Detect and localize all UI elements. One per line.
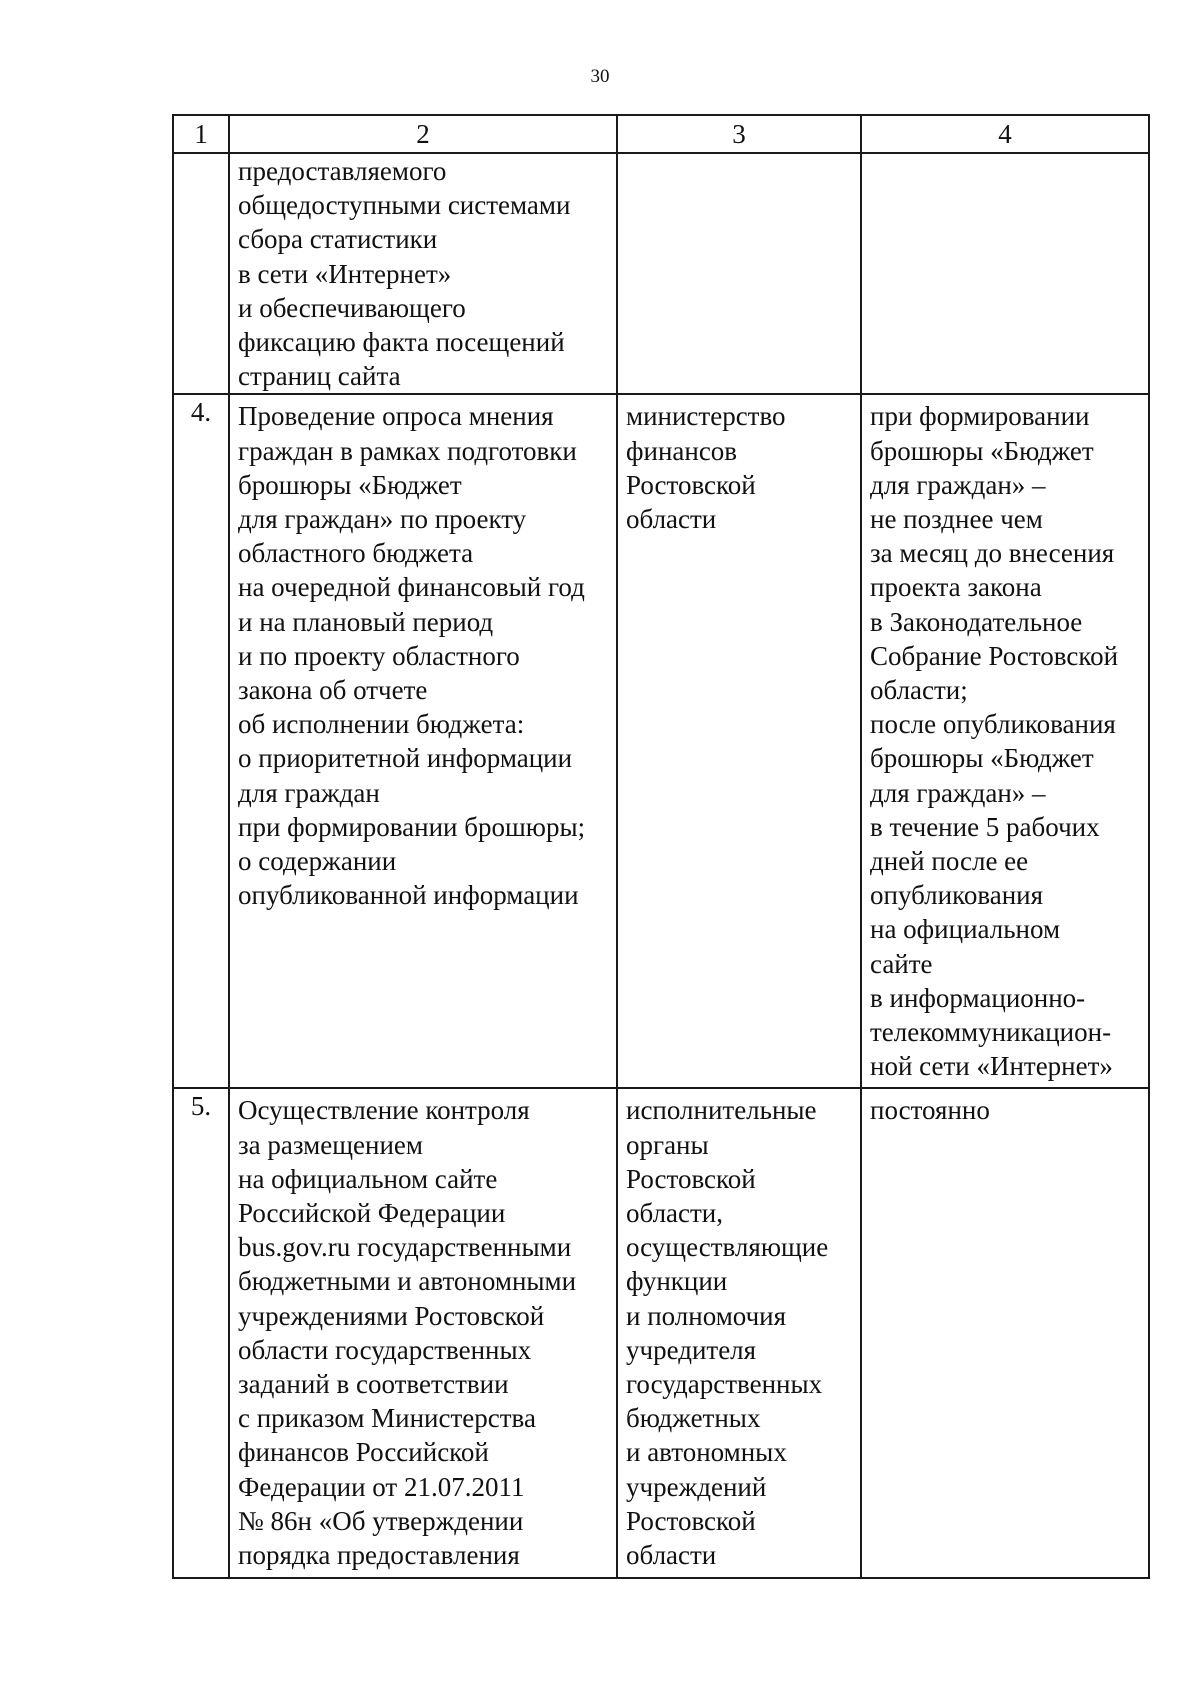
responsible-cell: министерство финансов Ростовской области: [617, 394, 861, 1088]
header-cell-4: 4: [861, 115, 1149, 153]
measures-table: [172, 114, 1150, 1579]
responsible-cell: [617, 153, 861, 394]
table-row: [173, 394, 1149, 1088]
responsible-cell: исполнительные органы Ростовской области, осуществляющие функции и полномочия учредителя государственных бюджетных и автономных учреждений Ростовской области: [617, 1088, 861, 1578]
row-number-cell: 4.: [173, 394, 229, 1088]
header-cell-2: 2: [229, 115, 617, 153]
measure-name-cell: Проведение опроса мнения граждан в рамках подготовки брошюры «Бюджет для граждан» по проекту областного бюджета на очередной финансовый год и на плановый период и по проекту областного закона об отчете об исполнении бюджета: о приоритетной информации для граждан при формировании брошюры; о содержании опубликованной информации: [229, 394, 617, 1088]
header-cell-3: 3: [617, 115, 861, 153]
table-row: [173, 1088, 1149, 1578]
page-number: 30: [590, 66, 610, 87]
deadline-cell: при формировании брошюры «Бюджет для граждан» – не позднее чем за месяц до внесения проекта закона в Законодательное Собрание Ростовской области; после опубликования брошюры «Бюджет для граждан» – в течение 5 рабочих дней после ее опубликования на официальном сайте в информационно- телекоммуникацион- ной сети «Интернет»: [861, 394, 1149, 1088]
header-cell-1: 1: [173, 115, 229, 153]
table-header-row: [173, 115, 1149, 153]
row-number-cell: 5.: [173, 1088, 229, 1578]
row-number-cell: [173, 153, 229, 394]
measure-name-cell: предоставляемого общедоступными системами сбора статистики в сети «Интернет» и обеспечивающего фиксацию факта посещений страниц сайта: [229, 153, 617, 394]
measure-name-cell: Осуществление контроля за размещением на официальном сайте Российской Федерации bus.gov.ru государственными бюджетными и автономными учреждениями Ростовской области государственных заданий в соответствии с приказом Министерства финансов Российской Федерации от 21.07.2011 № 86н «Об утверждении порядка предоставления: [229, 1088, 617, 1578]
deadline-cell: постоянно: [861, 1088, 1149, 1578]
table-row: [173, 153, 1149, 394]
deadline-cell: [861, 153, 1149, 394]
